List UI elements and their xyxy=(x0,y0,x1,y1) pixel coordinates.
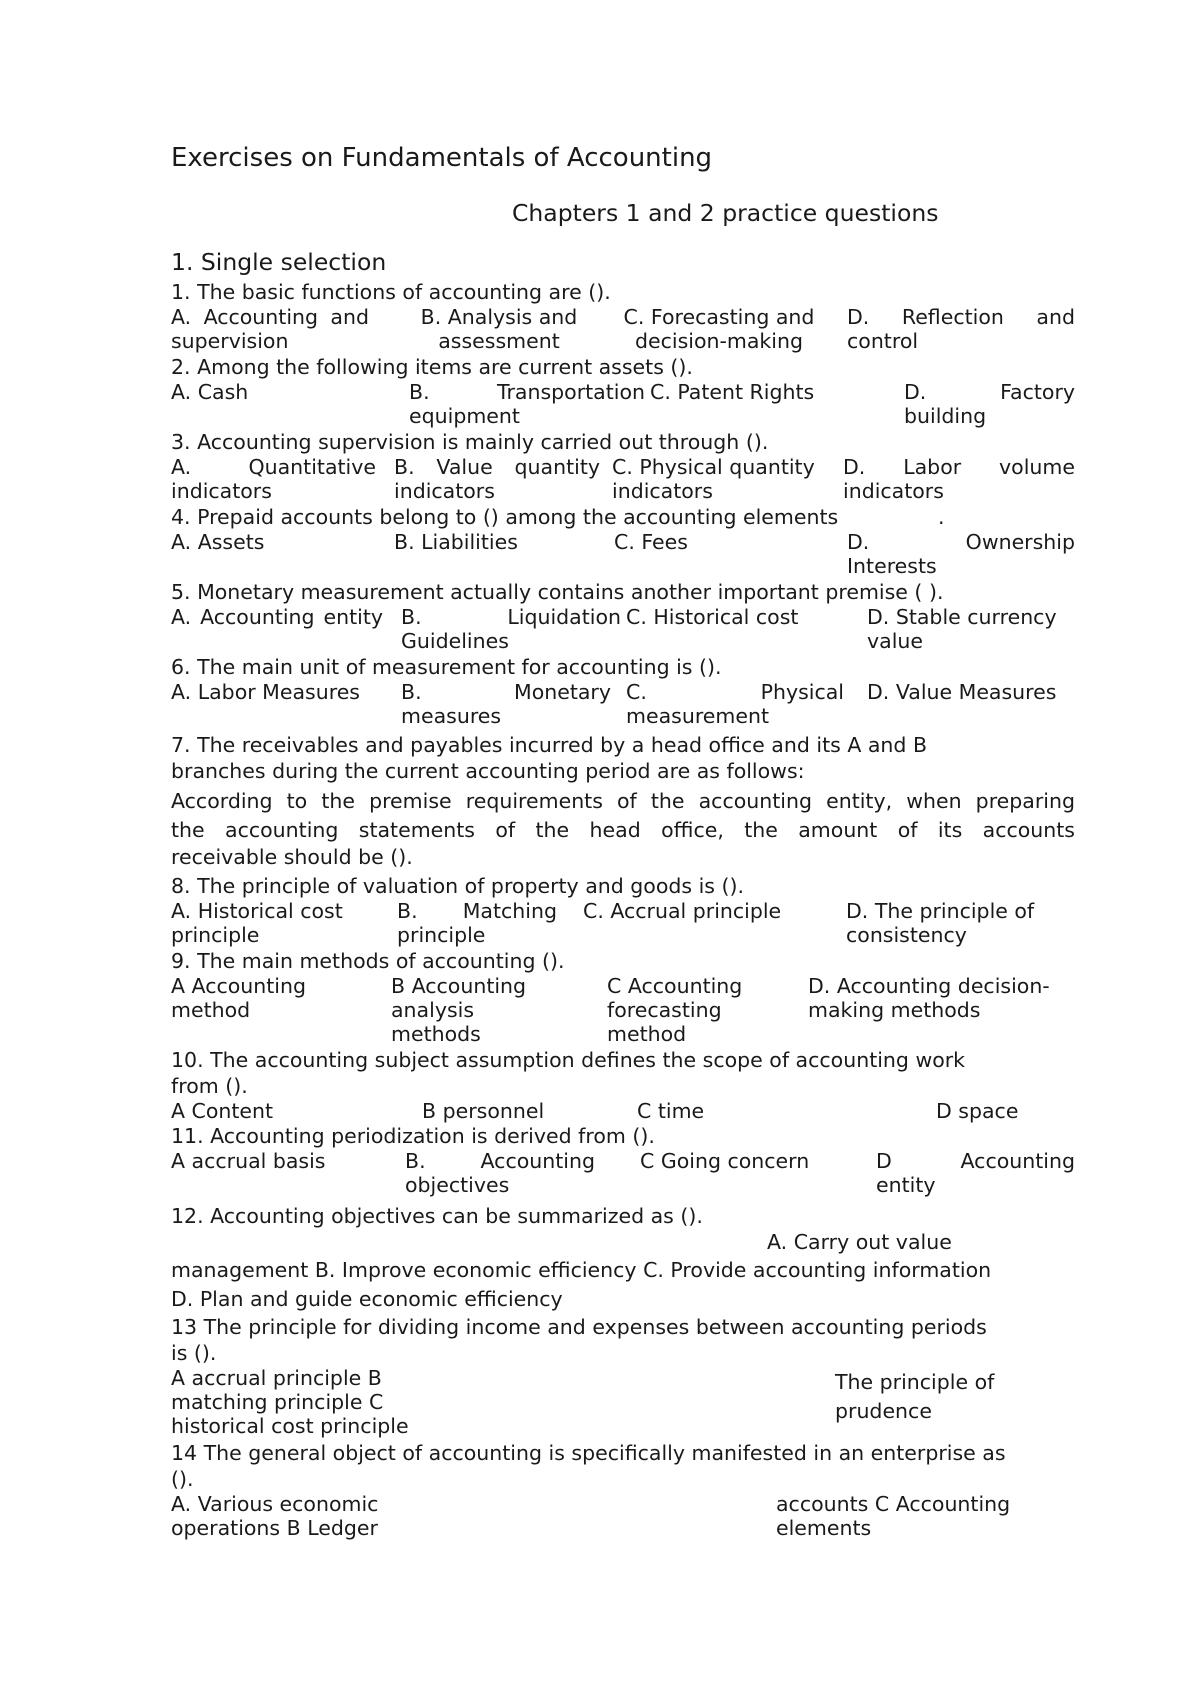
option-c: C. Historical cost xyxy=(626,605,799,629)
option-a: A. Cash xyxy=(171,380,249,404)
question-stem: 3. Accounting supervision is mainly carried out through (). xyxy=(171,430,769,454)
option-c: C. Fees xyxy=(614,530,688,554)
option-d: D Accounting entity xyxy=(876,1149,1075,1197)
option-c: C. Physical quantity indicators xyxy=(612,455,815,503)
option-d: D. Accounting decision-making methods xyxy=(808,974,1050,1022)
option-a: A. Quantitative indicators xyxy=(171,455,376,503)
option-a: A. Historical cost principle xyxy=(171,899,343,947)
option-b: B. Value quantity indicators xyxy=(394,455,600,503)
question-stem: 2. Among the following items are current assets (). xyxy=(171,355,693,379)
option-b: B. Liabilities xyxy=(394,530,518,554)
option-a: A Content xyxy=(171,1099,274,1123)
option-line: A. Carry out value xyxy=(767,1230,952,1254)
question-stem: 14 The general object of accounting is specifically manifested in an enterprise as xyxy=(171,1441,1006,1465)
option-d: D. Ownership Interests xyxy=(847,530,1075,578)
stem-trailing-dot: . xyxy=(938,505,945,529)
paragraph-line: receivable should be (). xyxy=(171,845,413,869)
question-stem: 6. The main unit of measurement for accounting is (). xyxy=(171,655,722,679)
option-a: A. Assets xyxy=(171,530,265,554)
paragraph-line: the accounting statements of the head office, the amount of its accounts xyxy=(171,818,1075,842)
question-stem: 10. The accounting subject assumption defines the scope of accounting work xyxy=(171,1048,966,1072)
option-d: D. Labor volume indicators xyxy=(843,455,1075,503)
option-b: B. Analysis and assessment xyxy=(420,305,578,353)
option-d: D. Value Measures xyxy=(867,680,1057,704)
option-d: D. Stable currency value xyxy=(867,605,1057,653)
question-stem: 9. The main methods of accounting (). xyxy=(171,949,565,973)
option-a: A. Accounting entity xyxy=(171,605,383,629)
option-b: B. Monetary measures xyxy=(401,680,611,728)
option-c: C. Physical measurement xyxy=(626,680,844,728)
option-line: A accrual principle B xyxy=(171,1366,382,1390)
option-c: C Accounting forecasting method xyxy=(607,974,743,1046)
page-subtitle: Chapters 1 and 2 practice questions xyxy=(512,199,939,227)
question-stem: 1. The basic functions of accounting are (). xyxy=(171,280,611,304)
option-b: B Accounting analysis methods xyxy=(391,974,527,1046)
option-line: management B. Improve economic efficiency C. Provide accounting information xyxy=(171,1258,992,1282)
option-c: C Going concern xyxy=(640,1149,810,1173)
option-line: historical cost principle xyxy=(171,1414,409,1438)
question-stem: 7. The receivables and payables incurred by a head office and its A and B xyxy=(171,733,928,757)
question-stem: 8. The principle of valuation of property and goods is (). xyxy=(171,874,744,898)
option-d: The principle of prudence xyxy=(835,1370,995,1423)
option-b: B. Accounting objectives xyxy=(405,1149,595,1197)
option-d: D. Factory building xyxy=(904,380,1075,428)
question-stem: (). xyxy=(171,1467,194,1491)
question-stem: from (). xyxy=(171,1074,248,1098)
question-stem: 12. Accounting objectives can be summarized as (). xyxy=(171,1204,703,1228)
section-heading: 1. Single selection xyxy=(171,248,387,276)
question-stem: 13 The principle for dividing income and expenses between accounting periods xyxy=(171,1315,987,1339)
option-c: C time xyxy=(637,1099,705,1123)
option-b: B. Transportation equipment xyxy=(409,380,645,428)
option-b: B. Matching principle xyxy=(397,899,557,947)
option-line: D. Plan and guide economic efficiency xyxy=(171,1287,563,1311)
option-d: D. The principle of consistency xyxy=(846,899,1035,947)
option-line: accounts C Accounting elements xyxy=(776,1492,1011,1540)
option-b: B. Liquidation Guidelines xyxy=(401,605,621,653)
option-a: A accrual basis xyxy=(171,1149,326,1173)
question-stem: 11. Accounting periodization is derived from (). xyxy=(171,1124,655,1148)
option-d: D. Reflection and control xyxy=(847,305,1075,353)
paragraph-line: According to the premise requirements of the accounting entity, when preparing xyxy=(171,789,1075,813)
option-c: C. Forecasting and decision-making xyxy=(623,305,815,353)
option-d: D space xyxy=(936,1099,1019,1123)
option-line: A. Various economic operations B Ledger xyxy=(171,1492,379,1540)
option-b: B personnel xyxy=(422,1099,545,1123)
question-stem: 4. Prepaid accounts belong to () among the accounting elements xyxy=(171,505,839,529)
question-stem: branches during the current accounting period are as follows: xyxy=(171,759,805,783)
option-a: A. Labor Measures xyxy=(171,680,360,704)
question-stem: is (). xyxy=(171,1341,217,1365)
option-a: A Accounting method xyxy=(171,974,307,1022)
question-stem: 5. Monetary measurement actually contains another important premise ( ). xyxy=(171,580,944,604)
option-c: C. Accrual principle xyxy=(583,899,782,923)
option-line: matching principle C xyxy=(171,1390,384,1414)
page-title: Exercises on Fundamentals of Accounting xyxy=(171,143,713,173)
option-c: C. Patent Rights xyxy=(650,380,815,404)
option-a: A. Accounting and supervision xyxy=(171,305,369,353)
